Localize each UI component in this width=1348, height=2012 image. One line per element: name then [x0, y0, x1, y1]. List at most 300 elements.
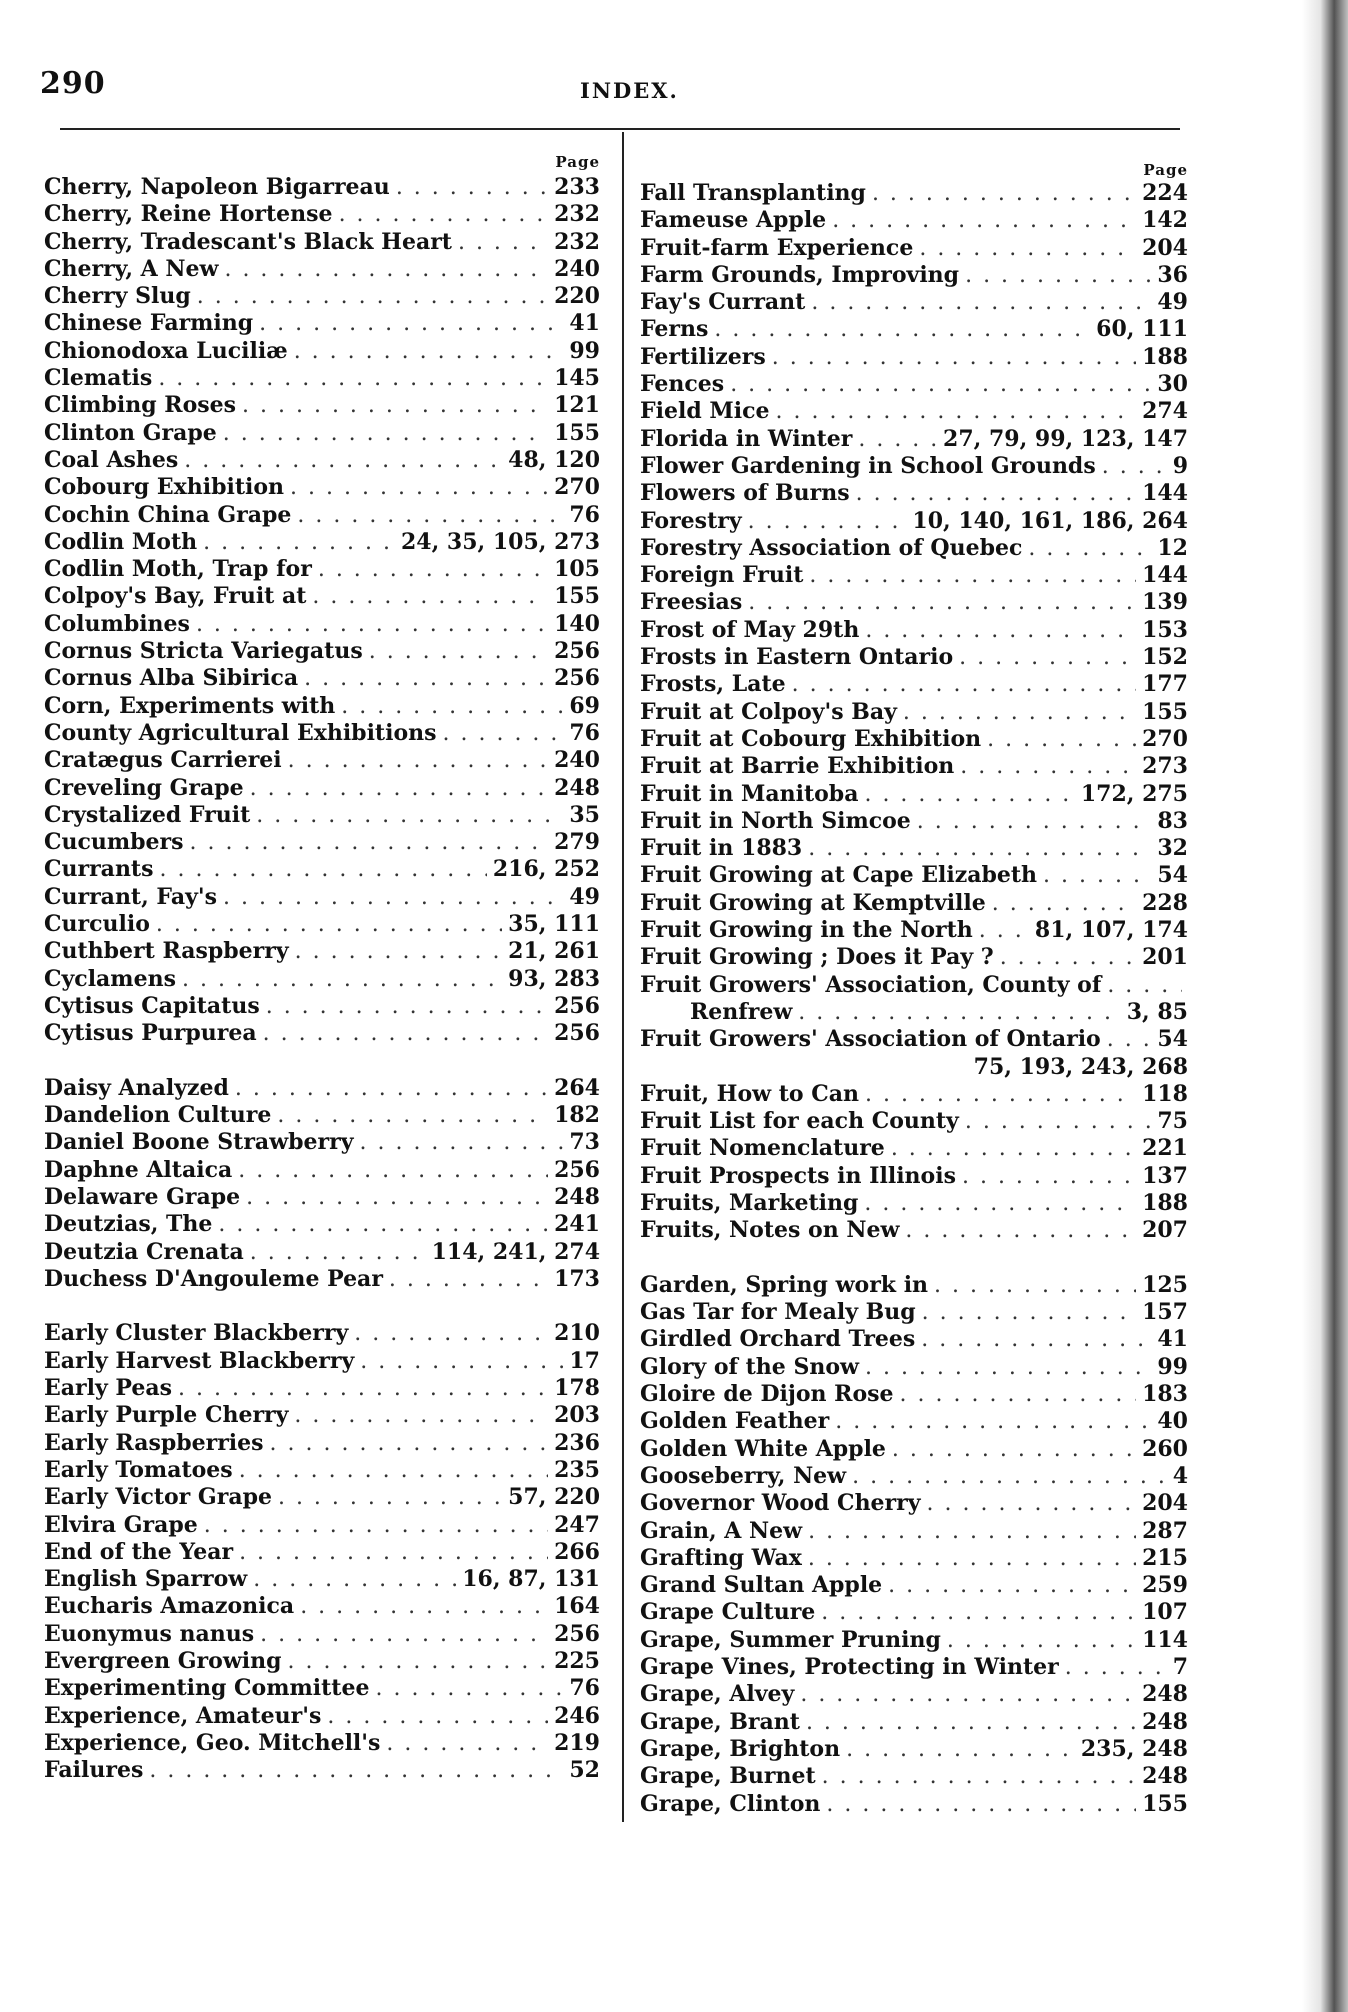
entry-term: Frosts in Eastern Ontario — [640, 644, 954, 671]
column-divider — [622, 132, 624, 1822]
entry-term: Golden White Apple — [640, 1435, 886, 1462]
entry-term: Deutzia Crenata — [44, 1238, 244, 1265]
dot-leader — [835, 1408, 1151, 1435]
entry-pages: 83 — [1157, 807, 1188, 834]
entry-term: Fruit at Cobourg Exhibition — [640, 725, 982, 752]
entry-pages: 235 — [554, 1456, 600, 1483]
dot-leader — [218, 1211, 548, 1238]
dot-leader — [965, 262, 1151, 289]
index-entry — [44, 1102, 600, 1129]
index-entry — [640, 1518, 1188, 1545]
entry-pages: 273 — [1142, 753, 1188, 780]
entry-term: Fruit-farm Experience — [640, 234, 914, 261]
entry-term: Cuthbert Raspberry — [44, 938, 289, 965]
dot-leader — [294, 338, 564, 365]
entry-term: Fruit, How to Can — [640, 1080, 859, 1107]
entry-pages: 248 — [1142, 1708, 1188, 1735]
index-entry — [44, 1457, 600, 1484]
group-gap — [44, 1048, 600, 1075]
entry-pages: 114, 241, 274 — [431, 1238, 600, 1265]
entry-term: Deutzias, The — [44, 1211, 213, 1238]
dot-leader — [864, 781, 1074, 808]
entry-pages: 48, 120 — [508, 446, 600, 473]
index-entry — [44, 365, 600, 392]
dot-leader — [806, 1709, 1136, 1736]
entry-term: Crystalized Fruit — [44, 801, 251, 828]
entry-term: Early Victor Grape — [44, 1484, 272, 1511]
entry-term: Duchess D'Angouleme Pear — [44, 1265, 383, 1292]
index-entry — [44, 747, 600, 774]
dot-leader — [196, 611, 548, 638]
dot-leader — [246, 1184, 548, 1211]
entry-term: Cornus Stricta Variegatus — [44, 638, 363, 665]
entry-term: Cratægus Carrierei — [44, 747, 282, 774]
index-entry — [640, 1463, 1188, 1490]
running-head: INDEX. — [580, 78, 679, 103]
dot-leader — [826, 1791, 1136, 1818]
right-index-column — [640, 150, 1188, 1818]
entry-pages: 125 — [1142, 1271, 1188, 1298]
entry-term: Grape, Alvey — [640, 1681, 795, 1708]
entry-pages: 177 — [1142, 671, 1188, 698]
dot-leader — [359, 1129, 563, 1156]
entry-pages: 52 — [569, 1757, 600, 1784]
index-entry — [44, 229, 600, 256]
scanned-page-edge — [1302, 0, 1348, 2012]
entry-pages: 240 — [554, 747, 600, 774]
entry-term: Fay's Currant — [640, 289, 806, 316]
dot-leader — [965, 1108, 1152, 1135]
index-entry — [640, 1627, 1188, 1654]
index-entry — [44, 583, 600, 610]
index-entry — [640, 917, 1188, 944]
entry-pages: 93, 283 — [508, 965, 600, 992]
page-column-label: Page — [555, 153, 600, 171]
index-entry — [44, 392, 600, 419]
entry-pages: 178 — [554, 1375, 600, 1402]
index-entry — [44, 310, 600, 337]
entry-pages: 256 — [554, 665, 600, 692]
index-entry — [640, 808, 1188, 835]
dot-leader — [369, 638, 548, 665]
entry-term: Euonymus nanus — [44, 1620, 255, 1647]
entry-term: Daisy Analyzed — [44, 1074, 229, 1101]
entry-term: Florida in Winter — [640, 425, 853, 452]
index-entry — [640, 1299, 1188, 1326]
entry-term: Fruits, Notes on New — [640, 1217, 900, 1244]
index-entry — [44, 1621, 600, 1648]
entry-pages: 241 — [554, 1211, 600, 1238]
index-entry — [44, 911, 600, 938]
entry-pages: 76 — [569, 501, 600, 528]
entry-pages: 49 — [569, 883, 600, 910]
group-gap — [640, 1245, 1188, 1272]
entry-pages: 75 — [1157, 1108, 1188, 1135]
entry-term: Cherry, A New — [44, 255, 219, 282]
dot-leader — [872, 180, 1136, 207]
index-entry — [640, 753, 1188, 780]
index-entry — [640, 1163, 1188, 1190]
entry-term: Cyclamens — [44, 965, 176, 992]
index-entry — [640, 235, 1188, 262]
entry-term: Fruit Growing at Cape Elizabeth — [640, 862, 1038, 889]
dot-leader — [888, 1572, 1136, 1599]
dot-leader — [203, 529, 395, 556]
entry-pages: 144 — [1142, 562, 1188, 589]
entry-term: Early Purple Cherry — [44, 1402, 289, 1429]
index-entry — [640, 862, 1188, 889]
index-entry — [44, 775, 600, 802]
entry-pages: 224 — [1142, 180, 1188, 206]
entry-pages: 274 — [1142, 398, 1188, 425]
entry-term: Gloire de Dijon Rose — [640, 1381, 894, 1408]
entry-pages: 248 — [1142, 1763, 1188, 1790]
dot-leader — [800, 1681, 1136, 1708]
entry-term: Fruit at Barrie Exhibition — [640, 753, 955, 780]
index-entry — [640, 835, 1188, 862]
index-entry — [640, 1354, 1188, 1381]
entry-term: Early Cluster Blackberry — [44, 1320, 349, 1347]
entry-term: Daphne Altaica — [44, 1156, 233, 1183]
entry-term: Cochin China Grape — [44, 501, 292, 528]
index-entry — [640, 1272, 1188, 1299]
entry-pages: 256 — [554, 1020, 600, 1047]
index-entry — [640, 944, 1188, 971]
entry-pages: 182 — [554, 1102, 600, 1129]
index-entry — [640, 1763, 1188, 1790]
dot-leader — [992, 890, 1136, 917]
entry-term: Evergreen Growing — [44, 1648, 282, 1675]
dot-leader — [288, 747, 548, 774]
index-entry — [640, 1217, 1188, 1244]
index-entry — [640, 671, 1188, 698]
entry-term: Fences — [640, 371, 725, 398]
index-entry — [640, 207, 1188, 234]
entry-term: Forestry Association of Quebec — [640, 534, 1023, 561]
entry-term: Foreign Fruit — [640, 562, 804, 589]
dot-leader — [852, 1463, 1167, 1490]
index-entry — [44, 693, 600, 720]
dot-leader — [900, 1381, 1137, 1408]
entry-pages: 10, 140, 161, 186, 264 — [912, 507, 1188, 534]
dot-leader — [903, 699, 1136, 726]
dot-leader — [288, 1648, 549, 1675]
index-entry — [640, 1381, 1188, 1408]
entry-pages: 232 — [554, 201, 600, 228]
entry-pages: 256 — [554, 1156, 600, 1183]
entry-pages: 221 — [1142, 1135, 1188, 1162]
entry-term: Dandelion Culture — [44, 1102, 272, 1129]
dot-leader — [360, 1348, 563, 1375]
dot-leader — [808, 1545, 1136, 1572]
entry-term: Experience, Geo. Mitchell's — [44, 1729, 381, 1756]
index-entry — [640, 508, 1188, 535]
dot-leader — [856, 480, 1136, 507]
index-entry — [44, 1593, 600, 1620]
entry-term: Garden, Spring work in — [640, 1271, 929, 1298]
index-entry — [44, 201, 600, 228]
entry-pages: 203 — [554, 1402, 600, 1429]
entry-pages: 155 — [554, 583, 600, 610]
entry-pages: 75, 193, 243, 268 — [973, 1053, 1188, 1080]
index-entry — [640, 1736, 1188, 1763]
entry-term: Codlin Moth, Trap for — [44, 556, 312, 583]
entry-pages: 76 — [569, 1675, 600, 1702]
dot-leader — [714, 316, 1090, 343]
entry-pages: 201 — [1142, 944, 1188, 971]
entry-term: Cucumbers — [44, 829, 184, 856]
entry-pages: 7 — [1172, 1654, 1188, 1681]
entry-term: Fall Transplanting — [640, 180, 866, 206]
index-entry — [640, 1490, 1188, 1517]
entry-term: Golden Feather — [640, 1408, 830, 1435]
entry-pages: 35, 111 — [508, 911, 600, 938]
index-entry — [44, 802, 600, 829]
entry-term: Chionodoxa Luciliæ — [44, 337, 288, 364]
entry-pages: 105 — [554, 556, 600, 583]
index-entry — [44, 1648, 600, 1675]
entry-term: Early Harvest Blackberry — [44, 1347, 355, 1374]
entry-term: Currants — [44, 856, 154, 883]
entry-pages: 204 — [1142, 1490, 1188, 1517]
entry-pages: 99 — [1157, 1353, 1188, 1380]
index-entry — [44, 1757, 600, 1784]
dot-leader — [242, 392, 548, 419]
entry-pages: 144 — [1142, 480, 1188, 507]
dot-leader — [197, 283, 548, 310]
index-entry — [44, 884, 600, 911]
entry-term: Cytisus Capitatus — [44, 992, 260, 1019]
entry-pages: 235, 248 — [1080, 1735, 1188, 1762]
entry-term: Gooseberry, New — [640, 1462, 847, 1489]
entry-pages: 270 — [1142, 725, 1188, 752]
dot-leader — [748, 589, 1136, 616]
entry-pages: 215 — [1142, 1544, 1188, 1571]
dot-leader — [748, 508, 907, 535]
entry-pages: 139 — [1142, 589, 1188, 616]
dot-leader — [772, 344, 1136, 371]
dot-leader — [905, 1217, 1136, 1244]
index-entry — [44, 502, 600, 529]
dot-leader — [1107, 972, 1182, 999]
entry-term: Forestry — [640, 507, 742, 534]
entry-pages: 236 — [554, 1429, 600, 1456]
entry-term: Field Mice — [640, 398, 770, 425]
dot-leader — [808, 835, 1151, 862]
entry-pages: 279 — [554, 829, 600, 856]
entry-term: Corn, Experiments with — [44, 692, 336, 719]
entry-pages: 12 — [1157, 534, 1188, 561]
dot-leader — [846, 1736, 1075, 1763]
dot-leader — [239, 1457, 548, 1484]
entry-pages: 155 — [1142, 1790, 1188, 1817]
entry-term: Fruit Prospects in Illinois — [640, 1162, 956, 1189]
dot-leader — [295, 938, 503, 965]
index-entry — [640, 398, 1188, 425]
dot-leader — [1000, 944, 1136, 971]
index-entry — [640, 1408, 1188, 1435]
entry-pages: 142 — [1142, 207, 1188, 234]
index-entry — [44, 1512, 600, 1539]
group-gap — [44, 1293, 600, 1320]
index-entry — [44, 611, 600, 638]
entry-term: Grape Culture — [640, 1599, 816, 1626]
index-entry — [640, 1081, 1188, 1108]
entry-term: Grain, A New — [640, 1517, 803, 1544]
index-entry — [44, 856, 600, 883]
entry-pages: 152 — [1142, 644, 1188, 671]
entry-pages: 266 — [554, 1538, 600, 1565]
index-entry — [640, 1135, 1188, 1162]
entry-pages: 32 — [1157, 835, 1188, 862]
dot-leader — [1065, 1654, 1167, 1681]
dot-leader — [919, 235, 1136, 262]
index-entry — [640, 1108, 1188, 1135]
entry-term: Fruit Growing ; Does it Pay ? — [640, 944, 994, 971]
dot-leader — [811, 289, 1151, 316]
index-entry — [640, 1026, 1188, 1053]
dot-leader — [858, 426, 937, 453]
entry-term: Fruits, Marketing — [640, 1189, 859, 1216]
entry-pages: 17 — [569, 1347, 600, 1374]
index-entry — [640, 289, 1188, 316]
entry-pages: 259 — [1142, 1572, 1188, 1599]
entry-term: County Agricultural Exhibitions — [44, 719, 437, 746]
entry-term: Flowers of Burns — [640, 480, 850, 507]
entry-pages: 157 — [1142, 1299, 1188, 1326]
entry-pages: 256 — [554, 1620, 600, 1647]
index-entry — [44, 174, 600, 201]
entry-term: Governor Wood Cherry — [640, 1490, 921, 1517]
entry-term: Currant, Fay's — [44, 883, 217, 910]
dot-leader — [922, 1299, 1136, 1326]
entry-term: Cherry, Tradescant's Black Heart — [44, 228, 452, 255]
index-entry — [44, 1484, 600, 1511]
index-entry — [640, 1654, 1188, 1681]
entry-pages: 220 — [554, 283, 600, 310]
entry-pages: 73 — [569, 1129, 600, 1156]
entry-pages: 121 — [554, 392, 600, 419]
dot-leader — [959, 644, 1136, 671]
dot-leader — [270, 1430, 549, 1457]
index-entry — [44, 1730, 600, 1757]
dot-leader — [798, 999, 1120, 1026]
entry-pages: 264 — [554, 1074, 600, 1101]
dot-leader — [443, 720, 564, 747]
index-entry — [44, 1539, 600, 1566]
entry-pages: 60, 111 — [1096, 316, 1188, 343]
dot-leader — [277, 1102, 548, 1129]
entry-pages: 24, 35, 105, 273 — [400, 528, 600, 555]
entry-term: Fruit at Colpoy's Bay — [640, 698, 897, 725]
entry-pages: 173 — [554, 1265, 600, 1292]
index-entry — [44, 993, 600, 1020]
entry-pages: 21, 261 — [508, 938, 600, 965]
entry-term: Coal Ashes — [44, 446, 179, 473]
page-column-label: Page — [1143, 161, 1188, 179]
entry-pages: 76 — [569, 719, 600, 746]
entry-term: Colpoy's Bay, Fruit at — [44, 583, 307, 610]
dot-leader — [1028, 535, 1151, 562]
entry-term: Experimenting Committee — [44, 1675, 370, 1702]
index-entry — [640, 180, 1188, 207]
entry-term: Grape, Burnet — [640, 1763, 816, 1790]
index-entry — [44, 1430, 600, 1457]
dot-leader — [891, 1135, 1136, 1162]
dot-leader — [821, 1599, 1136, 1626]
entry-pages: 16, 87, 131 — [462, 1566, 600, 1593]
index-entry — [640, 1681, 1188, 1708]
entry-pages: 40 — [1157, 1408, 1188, 1435]
dot-leader — [184, 447, 502, 474]
entry-term: Fruit Growing in the North — [640, 917, 973, 944]
entry-term: Grafting Wax — [640, 1544, 802, 1571]
entry-pages: 246 — [554, 1702, 600, 1729]
dot-leader — [259, 310, 563, 337]
entry-term: Daniel Boone Strawberry — [44, 1129, 354, 1156]
entry-pages: 256 — [554, 638, 600, 665]
dot-leader — [158, 365, 548, 392]
index-entry — [640, 1326, 1188, 1353]
entry-pages: 114 — [1142, 1626, 1188, 1653]
entry-pages: 41 — [569, 310, 600, 337]
entry-pages: 107 — [1142, 1599, 1188, 1626]
header-rule — [60, 128, 1180, 130]
dot-leader — [822, 1763, 1136, 1790]
entry-pages: 145 — [554, 365, 600, 392]
index-entry — [640, 781, 1188, 808]
dot-leader — [809, 562, 1136, 589]
index-entry — [44, 638, 600, 665]
entry-term: Frost of May 29th — [640, 616, 860, 643]
entry-term: Experience, Amateur's — [44, 1702, 322, 1729]
entry-pages: 41 — [1157, 1326, 1188, 1353]
entry-pages: 256 — [554, 992, 600, 1019]
entry-pages: 155 — [1142, 698, 1188, 725]
index-entry — [640, 890, 1188, 917]
entry-term: Delaware Grape — [44, 1183, 241, 1210]
index-entry — [640, 344, 1188, 371]
index-entry — [44, 1402, 600, 1429]
dot-leader — [389, 1266, 548, 1293]
entry-term: Cherry, Reine Hortense — [44, 201, 333, 228]
dot-leader — [178, 1375, 548, 1402]
dot-leader — [386, 1730, 548, 1757]
dot-leader — [865, 1081, 1136, 1108]
dot-leader — [396, 174, 548, 201]
dot-leader — [458, 229, 548, 256]
dot-leader — [294, 1402, 548, 1429]
index-entry — [640, 1709, 1188, 1736]
entry-pages: 216, 252 — [492, 856, 600, 883]
dot-leader — [318, 556, 548, 583]
entry-term: Fruit Growers' Association of Ontario — [640, 1026, 1101, 1053]
entry-term: Clinton Grape — [44, 419, 217, 446]
entry-pages: 4 — [1172, 1462, 1188, 1489]
index-entry — [640, 726, 1188, 753]
entry-pages: 155 — [554, 419, 600, 446]
entry-pages: 153 — [1142, 616, 1188, 643]
entry-pages: 260 — [1142, 1435, 1188, 1462]
entry-term: Farm Grounds, Improving — [640, 261, 960, 288]
entry-term: Early Tomatoes — [44, 1456, 233, 1483]
entry-term: Fruit in 1883 — [640, 835, 803, 862]
entry-pages: 248 — [554, 1183, 600, 1210]
entry-pages: 36 — [1157, 261, 1188, 288]
entry-term: Fameuse Apple — [640, 207, 827, 234]
index-entry — [44, 1020, 600, 1047]
index-entry — [44, 938, 600, 965]
